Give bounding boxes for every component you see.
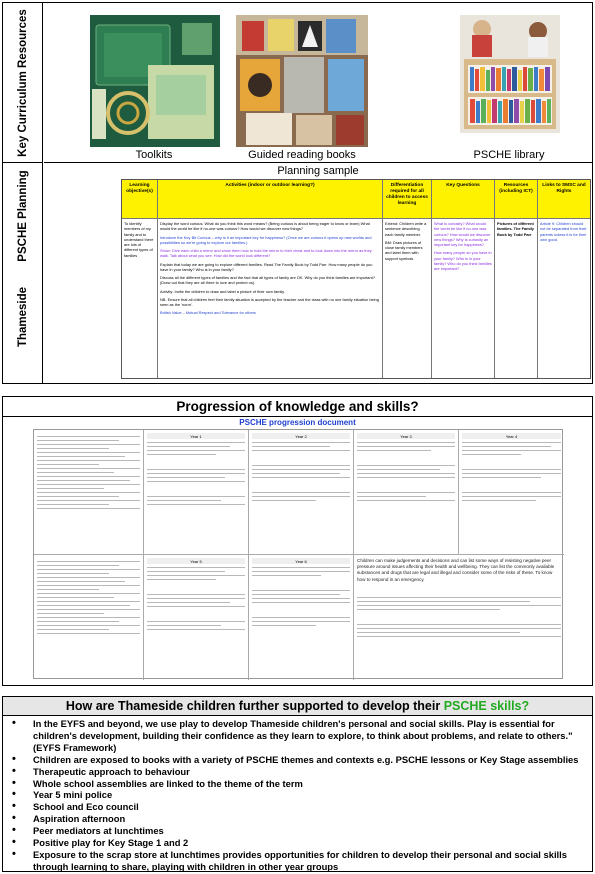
year-cell [144, 430, 249, 555]
books-photo [236, 15, 368, 147]
year6-text: Children can make judgements and decisions and can list some ways of resisting negative peer pressure around issues affecting their health and wellbeing. They can list the commonly available substances and drugs that are legal and illegal and consider some of the risks of these. To know how to respond in an emergency. [357, 558, 555, 582]
resources-cell [495, 218, 538, 378]
resources-text: Pictures of different families. The Family Book by Todd Parr [497, 221, 534, 237]
support-item: • Aspiration afternoon [33, 813, 586, 825]
activity-text: Activity: Invite the children to draw and label a picture of their own family. [160, 288, 285, 294]
support-item: • Therapeutic approach to behaviour [33, 766, 586, 778]
toolkit-photo [90, 15, 220, 147]
support-item: • School and Eco council [33, 801, 586, 813]
year-heading: Year 6 [252, 558, 350, 564]
objective-cell [122, 218, 158, 378]
support-item: • Children are exposed to books with a variety of PSCHE themes and contexts e.g. PSCHE lessons or Key Stage assemblies [33, 754, 586, 766]
year-heading: Year 1 [147, 433, 245, 439]
year6-extra-cell [354, 555, 564, 680]
year-heading: Year 4 [462, 433, 561, 439]
further-support-panel [2, 696, 593, 872]
progression-document [33, 429, 563, 679]
header-resources: Resources (including ICT) [495, 180, 538, 218]
resource-guided-reading [232, 3, 372, 163]
support-item: • Year 5 mini police [33, 789, 586, 801]
progression-title: Progression of knowledge and skills? [3, 397, 592, 417]
activity-text: Show: Give each child a mirror and show them how to hold the mirror to their chest and to look down into the mirror as they walk. Talk about what you see. How did the world look different? [160, 248, 372, 259]
resource-toolkits [84, 3, 224, 163]
key-questions-cell [432, 218, 495, 378]
activity-text: Display the word curious. What do you think this word means? (Being curious is about being eager to know or learn) What would the world be like if no-one was curious? How would we discover new things? [160, 221, 370, 232]
header-key-questions: Key Questions [432, 180, 495, 218]
support-item: • Positive play for Key Stage 1 and 2 [33, 837, 586, 849]
key-curriculum-resources-label: Key Curriculum Resources [16, 8, 29, 157]
year-cell [249, 430, 354, 555]
support-item: • Whole school assemblies are linked to the theme of the term [33, 778, 586, 790]
year-cell [354, 430, 459, 555]
resource-photos [44, 3, 592, 163]
header-smsc: Links to SMSC and Rights [538, 180, 590, 218]
thameside-label: Thameside [16, 286, 29, 348]
progression-doc-title: PSCHE progression document [239, 418, 356, 427]
resource-pshce-library [434, 3, 584, 163]
british-value-text: British Value – Mutual Respect and Tolerance for others [160, 310, 256, 316]
key-question-text: How many people do you have in your family? Who is in your family? Who do you think families are important? [434, 250, 492, 272]
smsc-cell [538, 218, 590, 378]
support-item: • Exposure to the scrap store at lunchtimes provides opportunities for children to develop their personal and social skills through learning to share, playing with children in other year groups [33, 849, 586, 873]
header-activities: Activities (indoor or outdoor learning?) [158, 180, 383, 218]
planning-sample-title: Planning sample [277, 165, 359, 177]
year-heading: Year 3 [357, 433, 455, 439]
support-item: • In the EYFS and beyond, we use play to develop Thameside children's personal and social skills. Play is essential for children's development, building their confidence as they learn to explore, to think about problems, and relate to others." (EYFS Framework) [33, 718, 586, 754]
year-cell [144, 555, 249, 680]
differentiation-text: Extend: Children write a sentence describing each family member. [385, 221, 427, 237]
library-photo [460, 15, 560, 133]
support-list [3, 716, 592, 873]
header-differentiation: Differentiation required for all children to access learning [383, 180, 432, 218]
key-question-text: What is curiosity? What would the world be like if no-one was curious? How would we discover new things? Why is curiosity an important key for happiness? [434, 221, 491, 248]
planning-sample-table [121, 179, 591, 379]
year-heading: Year 5 [147, 558, 245, 564]
guided-reading-caption: Guided reading books [248, 149, 356, 161]
year-heading: Year 2 [252, 433, 350, 439]
further-title-highlight: PSCHE skills? [443, 699, 530, 713]
objective-text: To identify members of my family and to understand there are lots of different types of families [124, 221, 154, 258]
activities-cell [158, 218, 383, 378]
activity-text: NB. Ensure that all children feel their family situation is accepted by the teacher and the class with no one family situation being seen as the 'norm'. [160, 296, 379, 308]
progression-panel [2, 396, 593, 686]
strand-cell [34, 430, 144, 555]
activity-text: Explain that today we are going to explore different families. Read The Family Book by Todd Parr. How many people do you have in your family? Who is in your family? [160, 261, 373, 272]
activity-text: Discuss all the different types of families and the fact that all types of family are OK. Why do you think families are important? (Draw out that they are all there to love and protect us). [160, 275, 375, 286]
further-support-title [3, 697, 592, 716]
activity-text: Introduce the Key Bit Curious – why is it an important key for happiness? (Once we are curious it opens up new worlds and possibilities so we're going to explore our families.) [160, 234, 372, 245]
differentiation-cell [383, 218, 432, 378]
side-label-planning [3, 163, 43, 383]
smsc-text: Article 9: Children should not be separated from their parents unless it is for their own good. [540, 221, 587, 242]
differentiation-text: BM: Draw pictures of close family members and label them with support symbols [385, 239, 423, 261]
year-cell [459, 430, 564, 555]
strand-cell [34, 555, 144, 680]
pshce-planning-label: PSCHE Planning [16, 170, 29, 262]
pshce-library-caption: PSCHE library [473, 149, 545, 161]
header-learning-objectives: Learning objective(s) [122, 180, 158, 218]
year-cell [249, 555, 354, 680]
side-label-resources [3, 3, 43, 163]
curriculum-panel [2, 2, 593, 384]
toolkits-caption: Toolkits [135, 149, 173, 161]
support-item: • Peer mediators at lunchtimes [33, 825, 586, 837]
further-title-prefix: How are Thameside children further supported to develop their [65, 699, 444, 713]
